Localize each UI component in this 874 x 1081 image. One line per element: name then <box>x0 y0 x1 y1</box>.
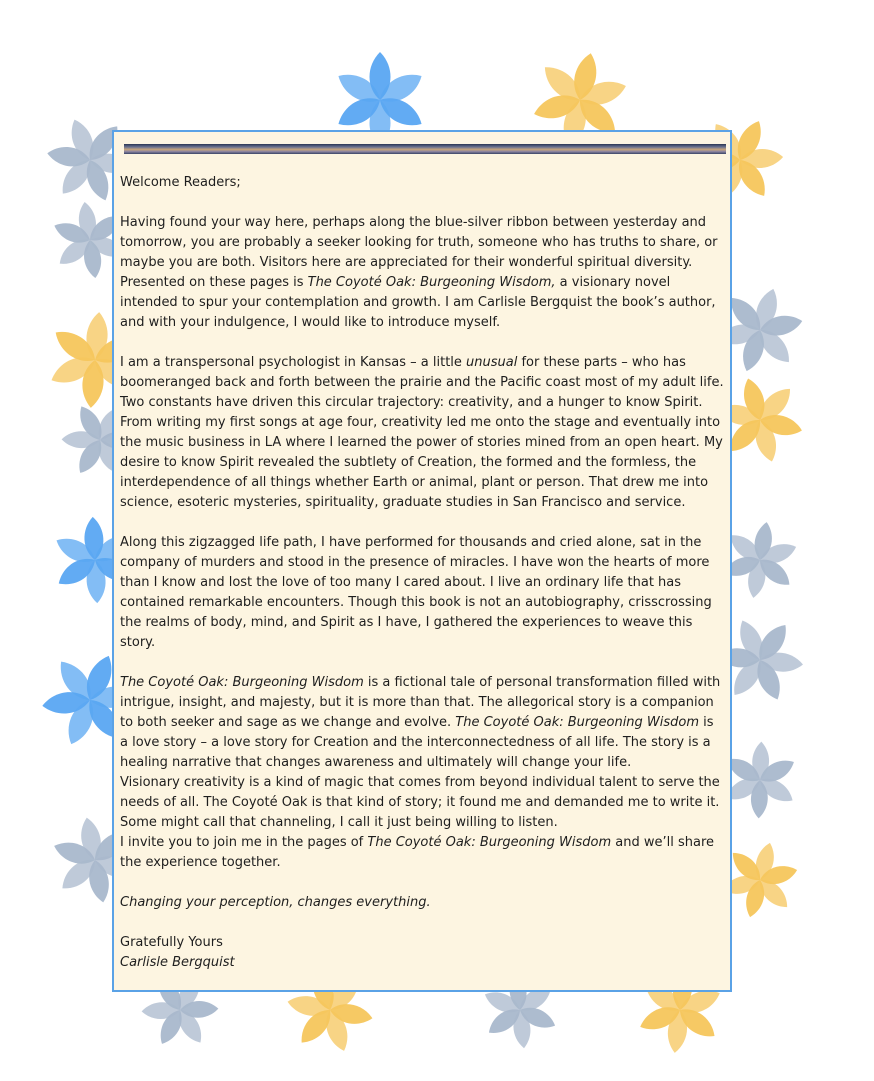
flower-petal-icon <box>721 521 799 600</box>
book-title: The Coyoté Oak: Burgeoning Wisdom, <box>307 275 556 290</box>
book-title: The Coyoté Oak: Burgeoning Wisdom <box>455 715 700 730</box>
book-paragraph <box>120 673 725 773</box>
life-path-paragraph: Along this zigzagged life path, I have performed for thousands and cried alone, sat in the company of murders and stood in the presence of miracles. I have won the hearts of more than I know and lost the love of too many I cared about. I live an ordinary life that has contained remarkable encounters. Though this book is not an autobiography, crisscrossing the realms of body, mind, and Spirit as I have, I gathered the experiences to weave this story. <box>120 535 712 650</box>
book-title: The Coyoté Oak: Burgeoning Wisdom <box>367 835 612 850</box>
flower-petal-icon <box>721 841 800 920</box>
tagline <box>120 893 725 913</box>
intro-paragraph <box>120 213 725 333</box>
greeting: Welcome Readers; <box>120 175 241 190</box>
letter-body <box>120 173 725 973</box>
bio-paragraph <box>120 353 725 513</box>
creativity-paragraph: Visionary creativity is a kind of magic that comes from beyond individual talent to serve the needs of all. The Coyoté Oak is that kind of story; it found me and demanded me to write it. Some might call that channeling, I call it just being willing to listen. <box>120 775 720 830</box>
letter-panel <box>112 130 732 992</box>
invite-text-end: and we’ll share the experience together. <box>120 835 715 870</box>
bio-text-end: for these parts – who has boomeranged back and forth between the prairie and the Pacific coast most of my adult life. Two constants have driven this circular trajectory: creativity, and a hunger to know Spirit. From writing my first songs at age four, creativity led me onto the stage and eventually into the music business in LA where I learned the power of stories mined from an open heart. My desire to know Spirit revealed the subtlety of Creation, the formed and the formless, the interdependence of all things whether Earth or animal, plant or person. That drew me into science, esoteric mysteries, spirituality, graduate studies in San Francisco and service. <box>120 355 724 510</box>
bio-emphasis: unusual <box>466 355 518 370</box>
book-text-end: is a love story – a love story for Creation and the interconnectedness of all life. The story is a healing narrative that changes awareness and ultimately will change your life. <box>120 715 714 770</box>
invite-text: I invite you to join me in the pages of <box>120 835 368 850</box>
flower-petal-icon <box>722 741 798 818</box>
bio-text: I am a transpersonal psychologist in Kansas – a little <box>120 355 467 370</box>
intro-text-end: a visionary novel intended to spur your contemplation and growth. I am Carlisle Bergquist the book’s author, and with your indulgence, I would like to introduce myself. <box>120 275 716 330</box>
book-title: The Coyoté Oak: Burgeoning Wisdom <box>120 675 364 690</box>
closing: Gratefully Yours <box>120 935 223 950</box>
book-text: is a fictional tale of personal transformation filled with intrigue, insight, and majesty, but it is more than that. The allegorical story is a companion to both seeker and sage as we change and evolve. <box>120 675 721 730</box>
banner-image <box>124 144 726 154</box>
tagline-text: Changing your perception, changes everything. <box>120 895 431 910</box>
signature-text: Carlisle Bergquist <box>120 955 235 970</box>
intro-text: Having found your way here, perhaps along the blue-silver ribbon between yesterday and tomorrow, you are probably a seeker looking for truth, someone who has truths to share, or maybe you are both. Visitors here are appreciated for their wonderful spiritual diversity. Presented on these pages is <box>120 215 718 290</box>
signature <box>120 953 725 973</box>
invite-paragraph <box>120 833 725 873</box>
